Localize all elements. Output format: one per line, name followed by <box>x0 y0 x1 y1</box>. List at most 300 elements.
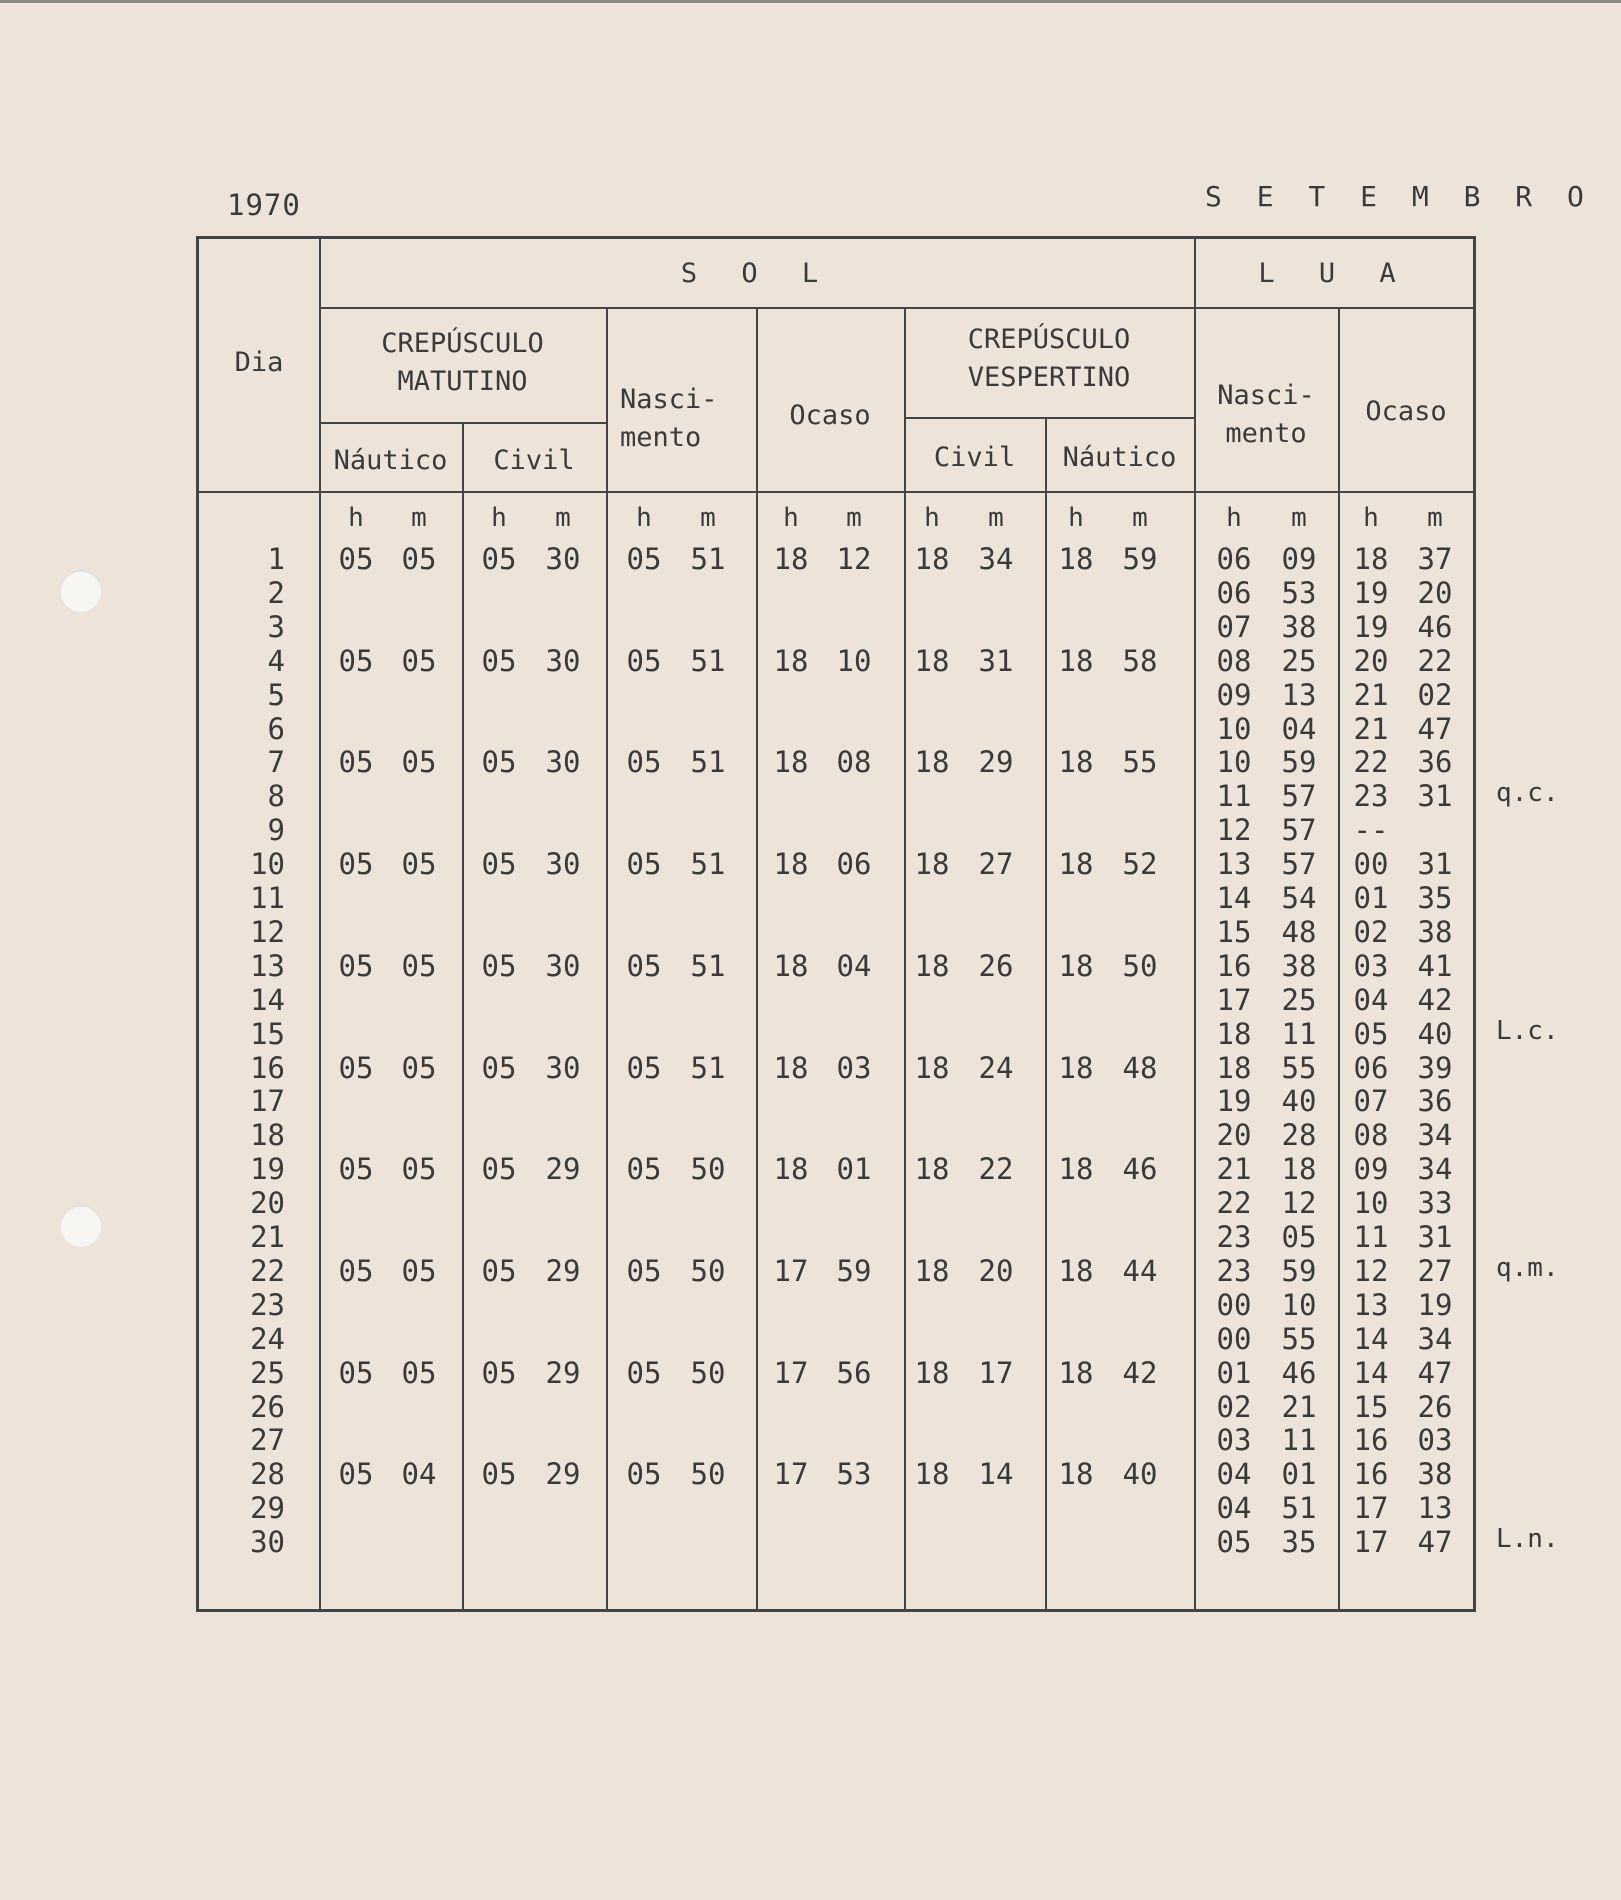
table-cell: 36 <box>1417 745 1453 780</box>
table-cell: 21 <box>1353 677 1389 712</box>
table-cell: 55 <box>1281 1050 1317 1085</box>
table-cell: 05 <box>338 1152 374 1187</box>
table-cell: 05 <box>338 847 374 882</box>
table-cell: 30 <box>545 948 581 983</box>
unit-minutes: m <box>1427 503 1443 533</box>
table-cell: 13 <box>1417 1491 1453 1526</box>
table-cell: 05 <box>401 948 437 983</box>
table-cell: 05 <box>338 542 374 576</box>
table-cell: 17 <box>1216 982 1252 1017</box>
table-cell: 13 <box>1353 1287 1389 1322</box>
table-cell: 05 <box>401 1253 437 1288</box>
table-cell: 10 <box>836 643 872 678</box>
table-cell: 54 <box>1281 881 1317 915</box>
unit-hours: h <box>491 503 507 533</box>
table-cell: 18 <box>914 1050 950 1085</box>
table-cell: 20 <box>1353 643 1389 678</box>
table-cell: 06 <box>1353 1050 1389 1085</box>
unit-hours: h <box>636 503 652 533</box>
rule-col-nascimento <box>756 307 758 1609</box>
table-cell: 58 <box>1122 643 1158 678</box>
table-cell: 47 <box>1417 1355 1453 1390</box>
day-number: 26 <box>250 1389 285 1424</box>
table-cell: 01 <box>836 1152 872 1187</box>
table-cell: 59 <box>1281 745 1317 780</box>
table-cell: 51 <box>690 1050 726 1085</box>
day-number: 30 <box>250 1525 285 1560</box>
unit-hours: h <box>924 503 940 533</box>
table-cell: 05 <box>401 745 437 780</box>
table-cell: 05 <box>481 643 517 678</box>
table-cell: 05 <box>1281 1220 1317 1254</box>
table-cell: 34 <box>1417 1321 1453 1356</box>
table-cell: 02 <box>1353 914 1389 949</box>
table-cell: 26 <box>1417 1389 1453 1424</box>
table-cell: 04 <box>1216 1491 1252 1526</box>
binder-hole <box>60 570 102 612</box>
table-cell: 12 <box>836 542 872 576</box>
table-cell: 19 <box>1417 1287 1453 1322</box>
table-cell: 18 <box>914 1152 950 1187</box>
table-cell: 50 <box>690 1253 726 1288</box>
table-cell: 18 <box>773 542 809 576</box>
table-cell: 11 <box>1281 1423 1317 1458</box>
table-cell: 42 <box>1122 1355 1158 1390</box>
table-cell: 27 <box>978 847 1014 882</box>
table-cell: 40 <box>1281 1084 1317 1119</box>
table-cell: 14 <box>1353 1321 1389 1356</box>
day-number: 1 <box>267 542 285 576</box>
table-cell: 38 <box>1417 1457 1453 1492</box>
day-number: 6 <box>267 711 285 746</box>
table-cell: 56 <box>836 1355 872 1390</box>
table-cell: 40 <box>1122 1457 1158 1492</box>
table-cell: 30 <box>545 542 581 576</box>
table-cell: 51 <box>690 847 726 882</box>
table-cell: 29 <box>545 1355 581 1390</box>
table-cell: 59 <box>1281 1253 1317 1288</box>
table-cell: 05 <box>626 1050 662 1085</box>
table-cell: 06 <box>836 847 872 882</box>
table-cell: 34 <box>1417 1152 1453 1187</box>
table-cell: 47 <box>1417 1525 1453 1560</box>
table-cell: 51 <box>690 542 726 576</box>
table-cell: 04 <box>1281 711 1317 746</box>
moon-phase-note: L.c. <box>1496 1015 1559 1046</box>
table-cell: 18 <box>914 847 950 882</box>
table-cell: 01 <box>1281 1457 1317 1492</box>
table-cell: 51 <box>690 745 726 780</box>
table-cell: 31 <box>1417 779 1453 814</box>
day-number: 8 <box>267 779 285 814</box>
table-cell: 08 <box>836 745 872 780</box>
table-cell: 35 <box>1281 1525 1317 1560</box>
table-cell: 18 <box>1216 1050 1252 1085</box>
table-cell: 29 <box>545 1253 581 1288</box>
table-cell: 18 <box>773 745 809 780</box>
table-cell: 05 <box>481 948 517 983</box>
table-cell: 17 <box>1353 1525 1389 1560</box>
table-cell: 05 <box>481 1152 517 1187</box>
table-cell: 15 <box>1216 914 1252 949</box>
table-cell: 10 <box>1216 711 1252 746</box>
lua-header: L U A <box>1258 258 1410 289</box>
table-cell: 06 <box>1216 542 1252 576</box>
table-cell: 19 <box>1353 575 1389 610</box>
table-cell: 04 <box>1353 982 1389 1017</box>
table-cell: 55 <box>1122 745 1158 780</box>
table-cell: 08 <box>1216 643 1252 678</box>
table-cell: 18 <box>1281 1152 1317 1187</box>
table-cell: 11 <box>1353 1220 1389 1254</box>
table-cell: 12 <box>1216 813 1252 848</box>
table-cell: 18 <box>914 1457 950 1492</box>
table-cell: 46 <box>1417 609 1453 644</box>
table-cell: 05 <box>626 643 662 678</box>
table-cell: 59 <box>1122 542 1158 576</box>
table-cell: 05 <box>626 1457 662 1492</box>
ephemeris-table <box>196 236 1476 1612</box>
table-cell: 08 <box>1353 1118 1389 1153</box>
day-number: 2 <box>267 575 285 610</box>
table-cell: 36 <box>1417 1084 1453 1119</box>
table-cell: 51 <box>1281 1491 1317 1526</box>
unit-minutes: m <box>988 503 1004 533</box>
table-cell: -- <box>1353 813 1389 848</box>
table-cell: 22 <box>978 1152 1014 1187</box>
day-number: 24 <box>250 1321 285 1356</box>
table-cell: 17 <box>773 1457 809 1492</box>
day-number: 18 <box>250 1118 285 1153</box>
table-cell: 18 <box>1058 847 1094 882</box>
unit-hours: h <box>1068 503 1084 533</box>
table-cell: 17 <box>978 1355 1014 1390</box>
table-cell: 50 <box>690 1152 726 1187</box>
table-cell: 18 <box>914 1253 950 1288</box>
table-cell: 05 <box>626 1355 662 1390</box>
day-number: 21 <box>250 1220 285 1254</box>
table-cell: 05 <box>626 1152 662 1187</box>
table-cell: 16 <box>1353 1423 1389 1458</box>
table-cell: 53 <box>1281 575 1317 610</box>
lua-ocaso-header: Ocaso <box>1365 396 1447 427</box>
table-cell: 18 <box>1058 1050 1094 1085</box>
table-cell: 57 <box>1281 813 1317 848</box>
table-cell: 02 <box>1417 677 1453 712</box>
table-cell: 07 <box>1353 1084 1389 1119</box>
table-cell: 29 <box>978 745 1014 780</box>
table-cell: 18 <box>1058 948 1094 983</box>
table-cell: 38 <box>1417 914 1453 949</box>
table-cell: 21 <box>1216 1152 1252 1187</box>
table-cell: 10 <box>1281 1287 1317 1322</box>
crep-matutino-header: CREPÚSCULO MATUTINO <box>381 328 544 397</box>
table-cell: 18 <box>1058 745 1094 780</box>
table-cell: 23 <box>1353 779 1389 814</box>
table-cell: 18 <box>773 1152 809 1187</box>
table-cell: 23 <box>1216 1253 1252 1288</box>
table-cell: 28 <box>1281 1118 1317 1153</box>
table-cell: 29 <box>545 1457 581 1492</box>
table-cell: 05 <box>481 1050 517 1085</box>
table-cell: 17 <box>1353 1491 1389 1526</box>
table-cell: 05 <box>481 542 517 576</box>
rule-col-nautico <box>462 422 464 1609</box>
mat-civil-header: Civil <box>493 445 575 476</box>
table-cell: 20 <box>1216 1118 1252 1153</box>
table-cell: 46 <box>1122 1152 1158 1187</box>
mat-nautico-header: Náutico <box>333 445 448 476</box>
table-cell: 51 <box>690 643 726 678</box>
day-number: 28 <box>250 1457 285 1492</box>
table-cell: 03 <box>836 1050 872 1085</box>
table-cell: 18 <box>914 1355 950 1390</box>
table-cell: 04 <box>836 948 872 983</box>
day-number: 10 <box>250 847 285 882</box>
day-number: 20 <box>250 1186 285 1221</box>
table-cell: 10 <box>1216 745 1252 780</box>
table-cell: 12 <box>1281 1186 1317 1221</box>
rule-under-crep-vespertino <box>904 417 1194 419</box>
table-cell: 23 <box>1216 1220 1252 1254</box>
unit-minutes: m <box>846 503 862 533</box>
table-cell: 38 <box>1281 609 1317 644</box>
table-cell: 05 <box>338 1050 374 1085</box>
table-cell: 41 <box>1417 948 1453 983</box>
day-number: 12 <box>250 914 285 949</box>
table-cell: 05 <box>401 1152 437 1187</box>
table-cell: 05 <box>1353 1016 1389 1051</box>
rule-col-lua-ocaso <box>1338 307 1340 1609</box>
table-cell: 05 <box>338 1253 374 1288</box>
table-cell: 05 <box>481 1355 517 1390</box>
table-cell: 18 <box>1353 542 1389 576</box>
table-cell: 00 <box>1216 1287 1252 1322</box>
unit-minutes: m <box>411 503 427 533</box>
table-cell: 35 <box>1417 881 1453 915</box>
table-cell: 44 <box>1122 1253 1158 1288</box>
table-cell: 05 <box>338 745 374 780</box>
table-cell: 05 <box>401 643 437 678</box>
table-cell: 48 <box>1281 914 1317 949</box>
table-cell: 18 <box>1216 1016 1252 1051</box>
unit-minutes: m <box>1291 503 1307 533</box>
table-cell: 19 <box>1353 609 1389 644</box>
table-cell: 05 <box>481 847 517 882</box>
day-number: 16 <box>250 1050 285 1085</box>
table-cell: 50 <box>1122 948 1158 983</box>
table-cell: 57 <box>1281 847 1317 882</box>
table-cell: 01 <box>1216 1355 1252 1390</box>
table-cell: 14 <box>1216 881 1252 915</box>
page-top-edge <box>0 0 1621 3</box>
table-cell: 05 <box>401 1050 437 1085</box>
day-number: 29 <box>250 1491 285 1526</box>
table-cell: 05 <box>401 847 437 882</box>
rule-col-civil-vesp <box>1045 417 1047 1609</box>
day-number: 19 <box>250 1152 285 1187</box>
table-cell: 31 <box>1417 1220 1453 1254</box>
table-cell: 11 <box>1281 1016 1317 1051</box>
table-cell: 18 <box>1058 1152 1094 1187</box>
table-cell: 30 <box>545 847 581 882</box>
table-cell: 01 <box>1353 881 1389 915</box>
day-number: 23 <box>250 1287 285 1322</box>
unit-hours: h <box>348 503 364 533</box>
table-cell: 05 <box>626 847 662 882</box>
table-cell: 42 <box>1417 982 1453 1017</box>
table-cell: 30 <box>545 643 581 678</box>
table-cell: 25 <box>1281 982 1317 1017</box>
table-cell: 04 <box>401 1457 437 1492</box>
binder-hole <box>60 1205 102 1247</box>
table-cell: 03 <box>1417 1423 1453 1458</box>
day-number: 3 <box>267 609 285 644</box>
table-cell: 26 <box>978 948 1014 983</box>
vesp-civil-header: Civil <box>933 442 1016 473</box>
table-cell: 05 <box>626 745 662 780</box>
rule-under-sol-lua <box>319 307 1473 309</box>
day-number: 11 <box>250 881 285 915</box>
table-cell: 50 <box>690 1355 726 1390</box>
sol-header: S O L <box>680 258 833 289</box>
table-cell: 24 <box>978 1050 1014 1085</box>
table-cell: 33 <box>1417 1186 1453 1221</box>
table-cell: 09 <box>1281 542 1317 576</box>
table-cell: 30 <box>545 745 581 780</box>
table-cell: 18 <box>914 542 950 576</box>
table-cell: 31 <box>978 643 1014 678</box>
rule-under-header <box>199 491 1473 493</box>
sol-ocaso-header: Ocaso <box>789 400 871 431</box>
table-cell: 05 <box>338 1457 374 1492</box>
table-cell: 19 <box>1216 1084 1252 1119</box>
table-cell: 18 <box>914 745 950 780</box>
day-number: 27 <box>250 1423 285 1458</box>
table-cell: 02 <box>1216 1389 1252 1424</box>
table-cell: 18 <box>914 643 950 678</box>
table-cell: 13 <box>1216 847 1252 882</box>
table-cell: 27 <box>1417 1253 1453 1288</box>
table-cell: 37 <box>1417 542 1453 576</box>
table-cell: 06 <box>1216 575 1252 610</box>
day-number: 7 <box>267 745 285 780</box>
table-cell: 55 <box>1281 1321 1317 1356</box>
table-cell: 22 <box>1353 745 1389 780</box>
table-cell: 05 <box>626 948 662 983</box>
crep-vespertino-header: CREPÚSCULO VESPERTINO <box>967 324 1131 393</box>
table-cell: 18 <box>914 948 950 983</box>
table-cell: 14 <box>978 1457 1014 1492</box>
table-cell: 18 <box>1058 1355 1094 1390</box>
table-cell: 13 <box>1281 677 1317 712</box>
table-cell: 05 <box>481 745 517 780</box>
table-cell: 20 <box>978 1253 1014 1288</box>
table-cell: 59 <box>836 1253 872 1288</box>
table-cell: 03 <box>1353 948 1389 983</box>
table-cell: 11 <box>1216 779 1252 814</box>
table-cell: 05 <box>338 643 374 678</box>
table-cell: 18 <box>773 1050 809 1085</box>
table-cell: 09 <box>1353 1152 1389 1187</box>
table-cell: 46 <box>1281 1355 1317 1390</box>
table-cell: 47 <box>1417 711 1453 746</box>
table-cell: 40 <box>1417 1016 1453 1051</box>
table-cell: 09 <box>1216 677 1252 712</box>
year-label: 1970 <box>227 188 301 222</box>
table-cell: 18 <box>1058 643 1094 678</box>
table-cell: 34 <box>1417 1118 1453 1153</box>
vesp-nautico-header: Náutico <box>1062 442 1177 473</box>
table-cell: 05 <box>401 1355 437 1390</box>
unit-minutes: m <box>700 503 716 533</box>
table-cell: 18 <box>773 948 809 983</box>
day-number: 15 <box>250 1016 285 1051</box>
table-cell: 52 <box>1122 847 1158 882</box>
table-cell: 05 <box>481 1253 517 1288</box>
table-cell: 04 <box>1216 1457 1252 1492</box>
table-cell: 18 <box>773 643 809 678</box>
sol-nascimento-header: Nasci- mento <box>620 384 718 453</box>
lua-nascimento-header: Nasci- mento <box>1217 380 1315 449</box>
table-cell: 07 <box>1216 609 1252 644</box>
day-number: 4 <box>267 643 285 678</box>
unit-minutes: m <box>1132 503 1148 533</box>
table-cell: 38 <box>1281 948 1317 983</box>
table-cell: 39 <box>1417 1050 1453 1085</box>
table-cell: 03 <box>1216 1423 1252 1458</box>
unit-hours: h <box>783 503 799 533</box>
rule-col-civil-mat <box>606 307 608 1609</box>
table-cell: 22 <box>1216 1186 1252 1221</box>
table-cell: 05 <box>626 542 662 576</box>
table-cell: 12 <box>1353 1253 1389 1288</box>
day-number: 17 <box>250 1084 285 1119</box>
table-cell: 48 <box>1122 1050 1158 1085</box>
table-cell: 50 <box>690 1457 726 1492</box>
table-cell: 29 <box>545 1152 581 1187</box>
day-number: 25 <box>250 1355 285 1390</box>
table-cell: 10 <box>1353 1186 1389 1221</box>
table-cell: 30 <box>545 1050 581 1085</box>
table-cell: 18 <box>1058 542 1094 576</box>
table-cell: 34 <box>978 542 1014 576</box>
unit-minutes: m <box>555 503 571 533</box>
table-cell: 57 <box>1281 779 1317 814</box>
moon-phase-note: q.c. <box>1496 778 1559 809</box>
table-cell: 21 <box>1281 1389 1317 1424</box>
table-cell: 15 <box>1353 1389 1389 1424</box>
table-cell: 20 <box>1417 575 1453 610</box>
unit-hours: h <box>1363 503 1379 533</box>
table-cell: 18 <box>1058 1253 1094 1288</box>
table-cell: 17 <box>773 1253 809 1288</box>
table-cell: 18 <box>773 847 809 882</box>
table-cell: 14 <box>1353 1355 1389 1390</box>
table-cell: 05 <box>481 1457 517 1492</box>
day-number: 22 <box>250 1253 285 1288</box>
table-cell: 05 <box>338 948 374 983</box>
day-number: 14 <box>250 982 285 1017</box>
table-cell: 16 <box>1353 1457 1389 1492</box>
moon-phase-note: q.m. <box>1496 1252 1559 1283</box>
dia-header: Dia <box>234 347 284 378</box>
day-number: 9 <box>267 813 285 848</box>
day-number: 5 <box>267 677 285 712</box>
table-cell: 18 <box>1058 1457 1094 1492</box>
table-cell: 00 <box>1353 847 1389 882</box>
table-cell: 00 <box>1216 1321 1252 1356</box>
